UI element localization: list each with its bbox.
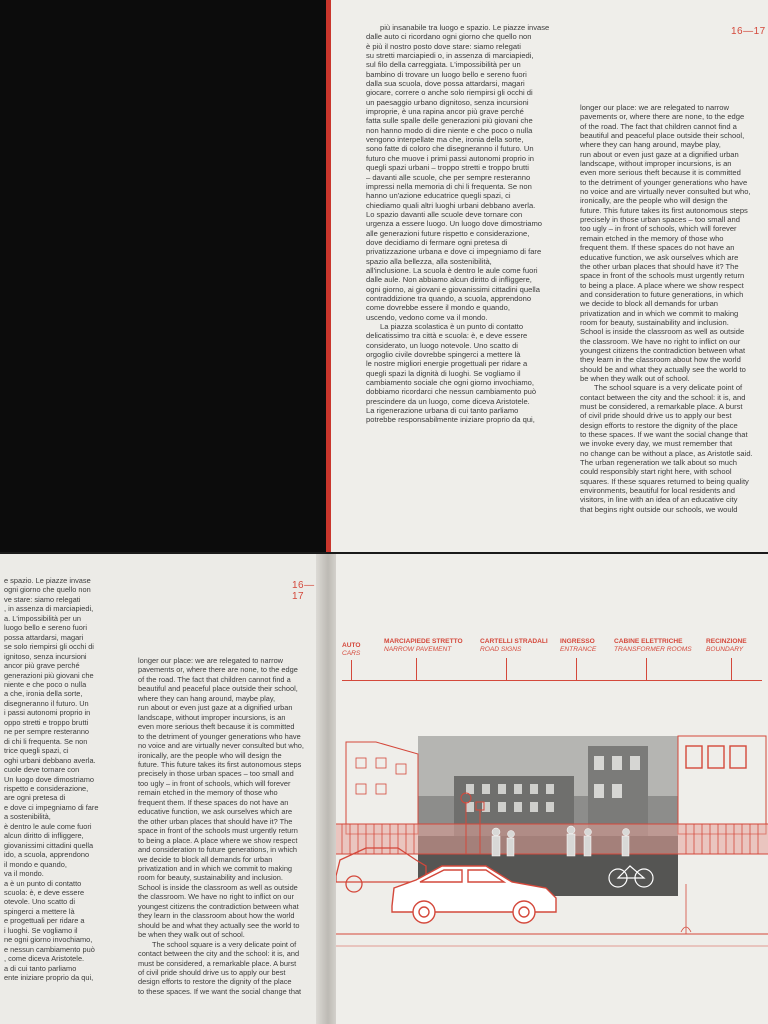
english-column xyxy=(138,656,304,996)
text-line: visitors, in line with an idea of an educative city xyxy=(580,495,738,505)
text-line: School is inside the classroom as well as outside xyxy=(580,327,745,337)
text-line: vengono interpellate ma che, ironia della sorte, xyxy=(366,135,524,145)
text-line: The school square is a very delicate point of xyxy=(594,383,743,393)
text-line: environments, beautiful for local residents and xyxy=(580,486,735,496)
text-line: must be considered, a remarkable place. A burst xyxy=(580,402,743,411)
text-line: alcun diritto di infliggere, xyxy=(4,831,84,841)
text-line: they learn in the classroom about how the world xyxy=(138,911,295,921)
text-line: contraddizione tra quando, a scuola, apprendono xyxy=(366,293,532,303)
text-line: where they can hang around, maybe play, xyxy=(580,140,721,150)
text-line: Lo spazio davanti alle scuole deve tornare con xyxy=(366,209,523,219)
text-line: are ogni pretesa di xyxy=(4,793,66,803)
text-line: educative function, we ask ourselves which are xyxy=(580,252,739,262)
text-line: to being a place. A place where we show respect xyxy=(580,280,744,290)
text-line: no voice and are virtually never consulted but who, xyxy=(138,741,304,751)
label-entrance: INGRESSO ENTRANCE xyxy=(560,638,597,653)
text-line: potrebbe responsabilmente iniziare proprio da qui, xyxy=(366,415,535,425)
text-line: be when they walk out of school. xyxy=(138,930,245,940)
text-line: dalle aule. Non abbiamo alcun diritto di infliggere, xyxy=(366,275,532,285)
text-line: ignitoso, senza incursioni xyxy=(4,651,87,661)
text-line: ironically, are the people who will design the xyxy=(580,196,728,206)
black-facing-page xyxy=(0,0,330,552)
label-narrow-pavement: MARCIAPIEDE STRETTO NARROW PAVEMENT xyxy=(384,638,463,653)
text-line: contact between the city and the school: it is, and xyxy=(580,392,746,402)
english-column xyxy=(580,103,753,514)
text-line: run about or even just gaze at a dignified urban xyxy=(580,149,739,159)
italian-fragment-column xyxy=(4,576,99,982)
text-line: space in front of the schools must urgently return xyxy=(580,271,745,281)
text-line: all'inclusione. La scuola è dentro le aule come fuori xyxy=(366,265,538,275)
text-line: dove decidiamo di fermare ogni pretesa di xyxy=(366,237,508,247)
text-line: è più il nostro posto dove stare: siamo relegati xyxy=(366,41,521,51)
text-line: e progettuali per ridare a xyxy=(4,916,85,926)
text-line: dalle auto ci ricordano ogni giorno che quello non xyxy=(366,32,532,42)
text-line: of the road. The fact that children cannot find a xyxy=(580,121,737,131)
text-line: too ugly – in front of schools, which will forever xyxy=(580,224,737,234)
text-line: frequent them. If these spaces do not have an xyxy=(138,797,289,807)
text-line: should be and what they actually see the world to xyxy=(138,920,300,930)
label-road-signs: CARTELLI STRADALI ROAD SIGNS xyxy=(480,638,548,653)
text-line: i luoghi. Se vogliamo il xyxy=(4,925,78,935)
leader-line xyxy=(351,660,352,680)
text-line: come dovrebbe essere il mondo e quando, xyxy=(366,303,510,313)
text-line: un paesaggio urbano dignitoso, senza incursioni xyxy=(366,97,529,107)
text-line: contact between the city and the school: it is, and xyxy=(138,949,300,959)
text-line: of the road. The fact that children cannot find a xyxy=(138,674,291,684)
text-line: prescindere da un luogo, come diceva Aristotele. xyxy=(366,396,530,406)
bottom-scan xyxy=(0,554,768,1024)
top-text-page xyxy=(331,0,768,552)
text-line: privatizzazione urbana e dove ci impegniamo di fare xyxy=(366,247,542,257)
text-line: a sostenibilità, xyxy=(4,812,51,822)
text-line: precisely in those urban spaces – too small and xyxy=(580,215,740,225)
text-line: even more serious theft because it is committed xyxy=(580,168,741,178)
text-line: possa attardarsi, magari xyxy=(4,632,84,642)
text-line: we decide to block all demands for urban xyxy=(580,299,719,309)
text-line: precisely in those urban spaces – too small and xyxy=(138,769,294,779)
text-line: più insanabile tra luogo e spazio. Le piazze invase xyxy=(380,23,550,32)
text-line: quegli spazi urbani – troppo stretti e troppo brutti xyxy=(366,163,529,173)
text-line: e dove ci impegniamo di fare xyxy=(4,802,99,812)
text-line: oppo stretti e troppo brutti xyxy=(4,717,89,727)
text-line: ogni giorno che quello non xyxy=(4,585,91,595)
text-line: giocare, correre o anche solo riempirsi gli occhi di xyxy=(366,88,533,98)
text-line: youngest citizens the contradiction between what xyxy=(138,901,299,911)
text-line: bambino di trovare un luogo bello e sereno fuori xyxy=(366,69,527,79)
text-line: room for beauty, sustainability and inclusion. xyxy=(138,873,283,883)
text-line: landscape, without improper incursions, is an xyxy=(138,712,286,722)
text-line: ogni giorno, ai giovani e giovanissimi cittadini quella xyxy=(366,284,540,294)
text-line: fatta sulle spalle delle generazioni più giovani che xyxy=(366,116,533,126)
text-line: ancor più grave perché xyxy=(4,661,80,671)
text-line: futuro che muove i primi passi autonomi proprio in xyxy=(366,153,534,163)
text-line: space in front of the schools must urgently return xyxy=(138,826,298,836)
text-line: ne ogni giorno invochiamo, xyxy=(4,935,93,945)
text-line: chiediamo quali altri luoghi urbani debbano averla. xyxy=(366,200,536,210)
text-line: where they can hang around, maybe play, xyxy=(138,693,276,703)
text-line: dobbiamo ricordarci che nessun cambiamento può xyxy=(366,387,537,397)
text-line: too ugly – in front of schools, which will forever xyxy=(138,778,291,788)
text-line: e spazio. Le piazze invase xyxy=(4,576,91,585)
label-baseline xyxy=(342,680,762,681)
text-line: beautiful and peaceful place outside their school, xyxy=(580,131,745,141)
text-line: quegli spazi la dignità di luoghi. Se vogliamo il xyxy=(366,368,521,378)
text-line: niente e che poco o nulla xyxy=(4,679,87,689)
text-line: longer our place: we are relegated to narrow xyxy=(580,103,730,112)
text-line: ironically, are the people who will design the xyxy=(138,750,282,760)
leader-line xyxy=(731,658,732,680)
text-line: the other urban places that should have it? The xyxy=(138,816,293,826)
text-line: beautiful and peaceful place outside their school, xyxy=(138,684,298,694)
text-line: even more serious theft because it is committed xyxy=(138,722,295,732)
text-line: trice quegli spazi, ci xyxy=(4,746,69,756)
illustration-page xyxy=(336,554,768,1024)
text-line: privatization and in which we commit to making xyxy=(138,863,293,873)
text-line: to being a place. A place where we show respect xyxy=(138,835,298,845)
text-line: could responsibly start right here, with school xyxy=(580,467,732,477)
text-line: that begins right outside our schools, we would xyxy=(580,504,738,514)
outline-building-right xyxy=(678,736,766,834)
text-line: a di cui tanto parliamo xyxy=(4,963,77,973)
text-line: no voice and are virtually never consulted but who, xyxy=(580,187,751,197)
text-line: should be and what they actually see the world to xyxy=(580,364,746,374)
leader-line xyxy=(646,658,647,680)
text-line: the classroom. We have no right to inflict on our xyxy=(138,892,294,902)
leader-line xyxy=(416,658,417,680)
text-line: alle generazioni future rispetto e considerazione, xyxy=(366,228,530,238)
text-line: they learn in the classroom about how the world xyxy=(580,355,741,365)
text-line: su stretti marciapiedi o, in assenza di marciapiedi, xyxy=(366,51,534,61)
text-line: e nessun cambiamento può xyxy=(4,944,95,954)
text-line: La piazza scolastica è un punto di contatto xyxy=(380,322,524,331)
text-line: generazioni più giovani che xyxy=(4,670,94,680)
text-line: , in assenza di marciapiedi, xyxy=(4,604,94,614)
text-line: the other urban places that should have it? The xyxy=(580,261,739,271)
text-line: – davanti alle scuole, che per sempre resteranno xyxy=(366,172,531,182)
text-line: pavements or, where there are none, to the edge xyxy=(580,112,745,122)
text-line: delicatissimo tra città e scuola: è, e deve essere xyxy=(366,331,528,341)
text-line: di chi li frequenta. Se non xyxy=(4,736,88,746)
text-line: room for beauty, sustainability and inclusion. xyxy=(580,317,729,327)
label-transformer-rooms: CABINE ELETTRICHE TRANSFORMER ROOMS xyxy=(614,638,692,653)
leader-line xyxy=(576,658,577,680)
leader-line xyxy=(506,658,507,680)
text-line: to these spaces. If we want the social change that xyxy=(138,986,302,996)
text-line: a è un punto di contatto xyxy=(4,878,82,888)
bottom-left-page xyxy=(0,554,325,1024)
label-boundary: RECINZIONE BOUNDARY xyxy=(706,638,747,653)
text-line: of civil pride should drive us to apply our best xyxy=(580,411,732,421)
text-line: The school square is a very delicate point of xyxy=(152,939,297,949)
text-line: to the detriment of younger generations who have xyxy=(138,731,301,741)
text-line: educative function, we ask ourselves which are xyxy=(138,807,293,817)
text-line: ido, a scuola, apprendono xyxy=(4,850,90,860)
text-line: dalla sua scuola, dove possa attardarsi, magari xyxy=(366,79,525,89)
text-line: va il mondo. xyxy=(4,869,44,879)
text-line: design efforts to restore the dignity of the place xyxy=(580,420,738,430)
text-line: The urban regeneration we talk about so much xyxy=(580,458,738,468)
text-line: future. This future takes its first autonomous steps xyxy=(138,759,302,769)
text-line: we decide to block all demands for urban xyxy=(138,854,273,864)
text-line: Un luogo dove dimostriamo xyxy=(4,774,94,784)
text-line: se solo riempirsi gli occhi di xyxy=(4,642,94,652)
text-line: non hanno modo di dire niente e che poco o nulla xyxy=(366,125,533,135)
text-line: to these spaces. If we want the social change that xyxy=(580,430,748,440)
text-line: i passi autonomi proprio in xyxy=(4,708,91,718)
text-line: scuola: è, e deve essere xyxy=(4,887,85,897)
text-line: rispetto e considerazione, xyxy=(4,783,89,793)
text-line: hanno un'azione educatrice quegli spazi, ci xyxy=(366,191,511,201)
text-line: considerato, un luogo notevole. Uno scatto di xyxy=(366,340,518,350)
text-line: and consideration to future generations, in which xyxy=(580,289,744,299)
text-line: cuole deve tornare con xyxy=(4,765,80,775)
text-line: longer our place: we are relegated to narrow xyxy=(138,656,284,665)
page-number: 16—17 xyxy=(731,26,766,37)
text-line: pavements or, where there are none, to the edge xyxy=(138,665,298,675)
text-line: a. L'impossibilità per un xyxy=(4,613,81,623)
text-line: ne per sempre resteranno xyxy=(4,727,90,737)
text-line: frequent them. If these spaces do not have an xyxy=(580,243,735,253)
text-line: uscendo, vedono come va il mondo. xyxy=(366,312,488,322)
text-line: oghi urbani debbano averla. xyxy=(4,755,96,765)
text-line: of civil pride should drive us to apply our best xyxy=(138,967,286,977)
text-line: School is inside the classroom as well as outside xyxy=(138,882,298,892)
text-line: squares. If these squares returned to being quality xyxy=(580,476,749,486)
text-line: future. This future takes its first autonomous steps xyxy=(580,205,748,215)
text-line: sul filo della carreggiata. L'impossibilità per un xyxy=(366,60,521,70)
text-line: must be considered, a remarkable place. A burst xyxy=(138,958,297,968)
text-line: remain etched in the memory of those who xyxy=(580,233,724,243)
text-line: remain etched in the memory of those who xyxy=(138,788,278,798)
outline-building-left xyxy=(346,742,418,834)
text-line: ente iniziare proprio da qui, xyxy=(4,973,94,983)
text-line: a che, ironia della sorte, xyxy=(4,689,83,699)
text-line: privatization and in which we commit to making xyxy=(580,308,739,318)
text-line: ve stare: siamo relegati xyxy=(4,594,81,604)
text-line: La rigenerazione urbana di cui tanto parliamo xyxy=(366,406,519,416)
text-line: be when they walk out of school. xyxy=(580,373,690,383)
text-line: otevole. Uno scatto di xyxy=(4,897,76,907)
italian-column xyxy=(366,23,549,425)
text-line: run about or even just gaze at a dignified urban xyxy=(138,703,293,713)
text-line: cambiamento sociale che ogni giorno invochiamo, xyxy=(366,378,535,388)
text-line: sono fatte di coloro che disegneranno il futuro. Un xyxy=(366,144,534,154)
text-line: il mondo e quando, xyxy=(4,859,67,869)
text-line: urgenza a essere luogo. Un luogo dove dimostriamo xyxy=(366,219,543,229)
text-line: the classroom. We have no right to inflict on our xyxy=(580,336,741,346)
text-line: we invoke every day, we must remember that xyxy=(580,439,733,449)
text-line: and consideration to future generations, in which xyxy=(138,845,297,855)
text-line: spazio alla bellezza, alla sostenibilità, xyxy=(366,256,492,266)
text-line: landscape, without improper incursions, is an xyxy=(580,159,732,169)
label-cars: AUTO CARS xyxy=(342,642,361,657)
text-line: è dentro le aule come fuori xyxy=(4,821,92,831)
text-line: orgoglio civile dovrebbe spingerci a mettere là xyxy=(366,350,521,360)
page-number: 16—17 xyxy=(292,580,315,602)
text-line: impressi nella memoria di chi li frequenta. Se non xyxy=(366,181,532,191)
text-line: youngest citizens the contradiction between what xyxy=(580,345,746,355)
text-line: disegneranno il futuro. Un xyxy=(4,698,89,708)
school-square-illustration xyxy=(336,684,768,1014)
text-line: , come diceva Aristotele. xyxy=(4,954,85,964)
text-line: design efforts to restore the dignity of the place xyxy=(138,977,292,987)
text-line: spingerci a mettere là xyxy=(4,906,75,916)
text-line: to the detriment of younger generations who have xyxy=(580,177,748,187)
text-line: improprie, è una rapina ancor più grave perché xyxy=(366,107,524,117)
text-line: giovanissimi cittadini quella xyxy=(4,840,94,850)
text-line: le nostre migliori energie progettuali per ridare a xyxy=(366,359,528,369)
text-line: no change can be without a place, as Aristotle said. xyxy=(580,448,753,458)
text-line: luogo bello e sereno fuori xyxy=(4,623,87,633)
